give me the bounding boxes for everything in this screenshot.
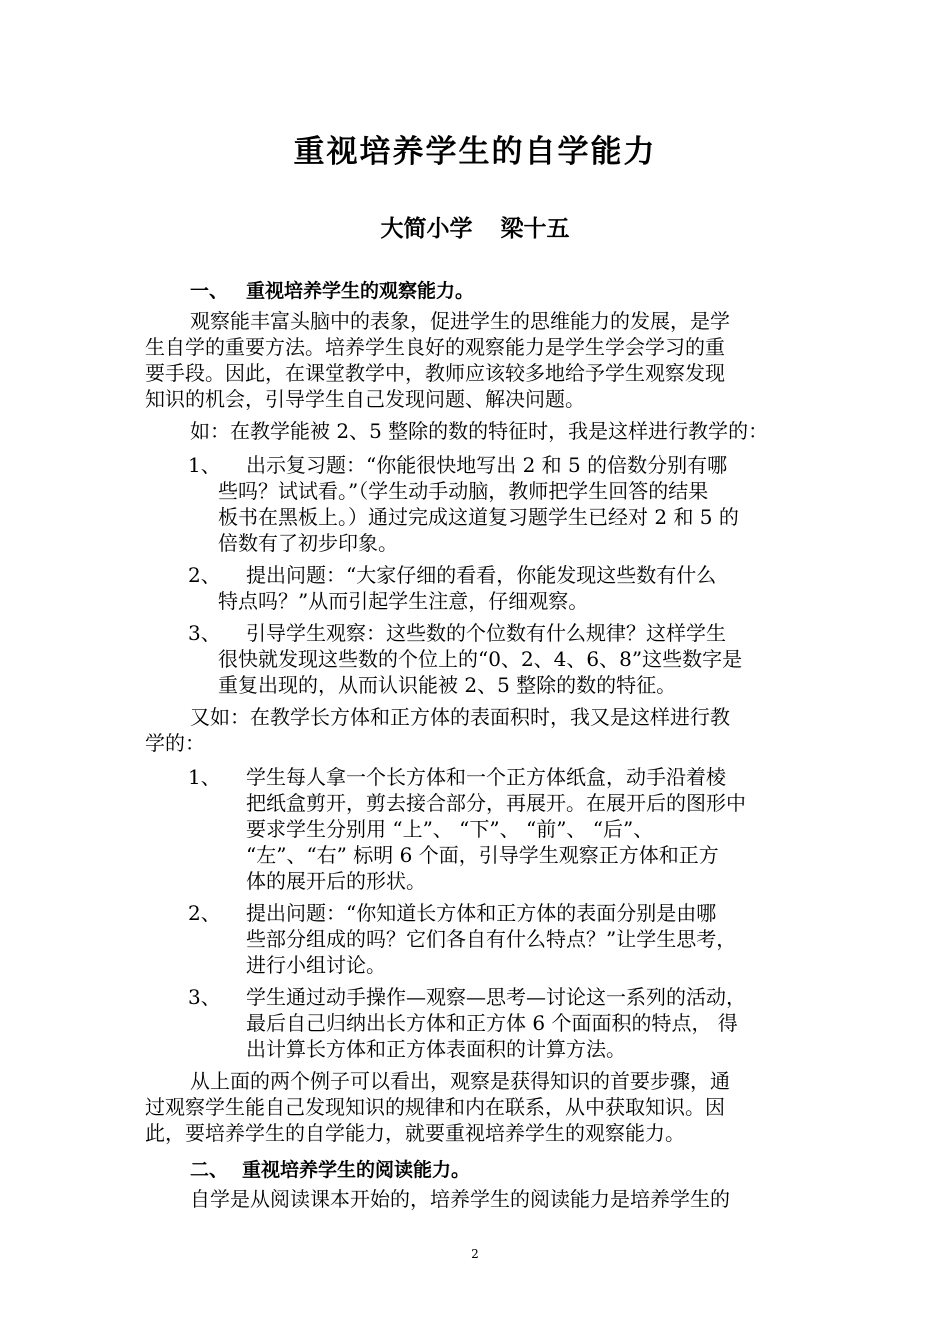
list-item-line: 进行小组讨论。 <box>246 953 386 977</box>
list-item-line: 些吗？试试看。”（学生动手动脑，教师把学生回答的结果 <box>218 479 709 503</box>
paragraph-line: 观察能丰富头脑中的表象，促进学生的思维能力的发展，是学 <box>190 309 730 333</box>
example-2-intro: 学的： <box>145 731 205 755</box>
example-2-intro: 又如：在教学长方体和正方体的表面积时，我又是这样进行教 <box>190 705 730 729</box>
list-item-line: 特点吗？”从而引起学生注意，仔细观察。 <box>218 589 589 613</box>
example-1-intro: 如：在教学能被 2、5 整除的数的特征时，我是这样进行教学的： <box>190 419 769 443</box>
author-school: 大简小学 <box>380 216 473 242</box>
list-item-line: 倍数有了初步印象。 <box>218 531 398 555</box>
section-2-heading <box>190 1155 470 1182</box>
list-item-line: 体的展开后的形状。 <box>246 869 426 893</box>
section-1-heading <box>190 276 474 303</box>
list-item-line: 提出问题：“大家仔细的看看，你能发现这些数有什么 <box>246 563 717 587</box>
list-item-number: 2、 <box>188 901 221 925</box>
paragraph-line: 知识的机会，引导学生自己发现问题、解决问题。 <box>145 387 585 411</box>
list-item-number: 3、 <box>188 621 221 645</box>
section-1-number: 一、 <box>190 280 229 302</box>
list-item-line: 出计算长方体和正方体表面积的计算方法。 <box>246 1037 626 1061</box>
list-item-number: 1、 <box>188 453 221 477</box>
page-number: 2 <box>471 1247 479 1261</box>
list-item-line: 要求学生分别用 “上”、 “下”、 “前”、 “后”、 <box>246 817 654 841</box>
author-name: 梁十五 <box>500 216 570 242</box>
list-item-number: 1、 <box>188 765 221 789</box>
list-item-line: 最后自己归纳出长方体和正方体 6 个面面积的特点， 得 <box>246 1011 738 1035</box>
author-line <box>0 210 950 243</box>
conclusion-line: 过观察学生能自己发现知识的规律和内在联系，从中获取知识。因 <box>145 1095 725 1119</box>
paragraph-line: 生自学的重要方法。培养学生良好的观察能力是学生学会学习的重 <box>145 335 725 359</box>
list-item-line: 板书在黑板上。）通过完成这道复习题学生已经对 2 和 5 的 <box>218 505 739 529</box>
paragraph-line: 自学是从阅读课本开始的，培养学生的阅读能力是培养学生的 <box>190 1187 730 1211</box>
conclusion-line: 此，要培养学生的自学能力，就要重视培养学生的观察能力。 <box>145 1121 685 1145</box>
list-item-line: 引导学生观察：这些数的个位数有什么规律？这样学生 <box>246 621 726 645</box>
list-item-number: 2、 <box>188 563 221 587</box>
page-title: 重视培养学生的自学能力 <box>293 134 657 170</box>
list-item-line: 学生通过动手操作—观察—思考—讨论这一系列的活动， <box>246 985 746 1009</box>
list-item-line: 很快就发现这些数的个位上的“0、2、4、6、8”这些数字是 <box>218 647 743 671</box>
list-item-line: 提出问题：“你知道长方体和正方体的表面分别是由哪 <box>246 901 717 925</box>
list-item-line: 学生每人拿一个长方体和一个正方体纸盒，动手沿着棱 <box>246 765 726 789</box>
list-item-line: “左”、“右” 标明 6 个面，引导学生观察正方体和正方 <box>246 843 719 867</box>
section-2-number: 二、 <box>190 1159 229 1181</box>
list-item-line: 把纸盒剪开，剪去接合部分，再展开。在展开后的图形中 <box>246 791 746 815</box>
section-2-title: 重视培养学生的阅读能力。 <box>242 1159 471 1181</box>
list-item-line: 些部分组成的吗？它们各自有什么特点？”让学生思考， <box>246 927 737 951</box>
section-1-title: 重视培养学生的观察能力。 <box>246 280 475 302</box>
list-item-line: 重复出现的，从而认识能被 2、5 整除的数的特征。 <box>218 673 677 697</box>
list-item-number: 3、 <box>188 985 221 1009</box>
list-item-line: 出示复习题：“你能很快地写出 2 和 5 的倍数分别有哪 <box>246 453 728 477</box>
paragraph-line: 要手段。因此，在课堂教学中，教师应该较多地给予学生观察发现 <box>145 361 725 385</box>
conclusion-line: 从上面的两个例子可以看出，观察是获得知识的首要步骤，通 <box>190 1069 730 1093</box>
